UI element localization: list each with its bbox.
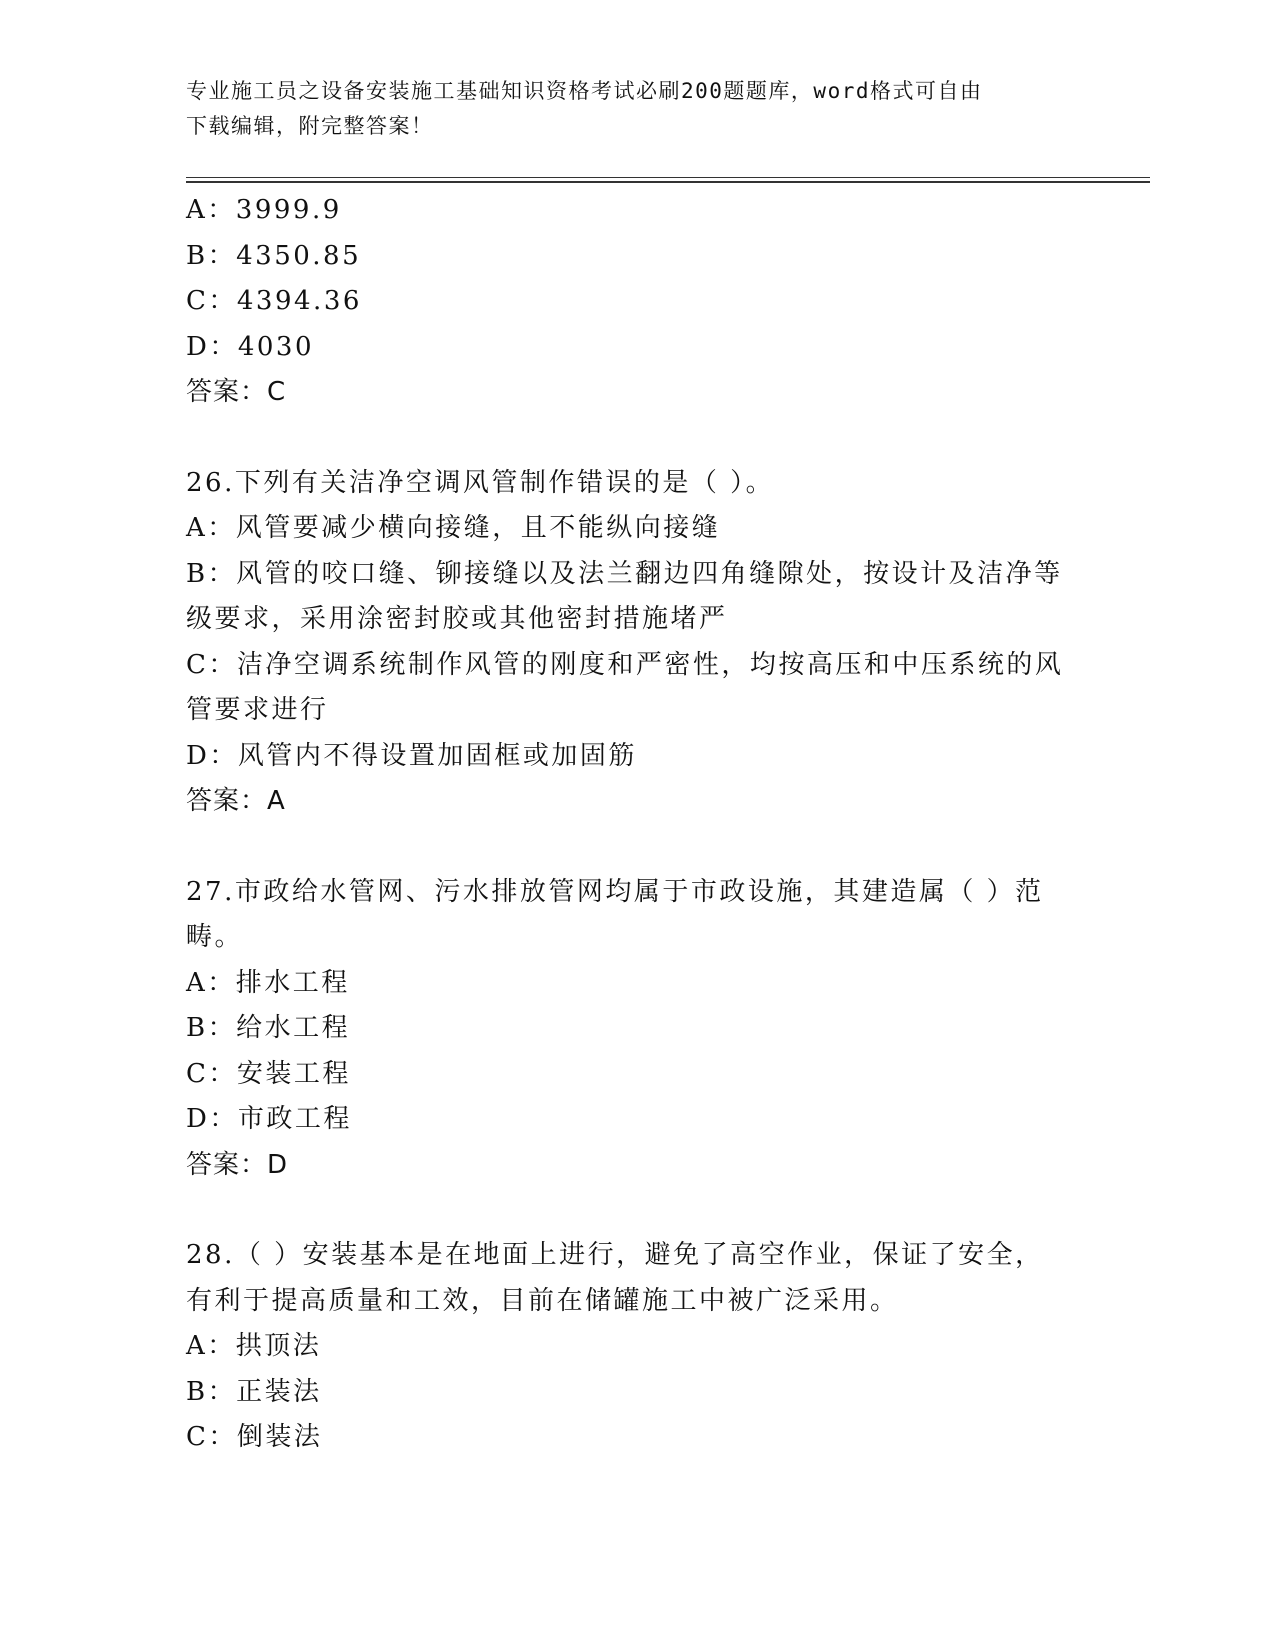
question-text: 26.下列有关洁净空调风管制作错误的是（ ）。 <box>186 467 775 498</box>
option-c: C：倒装法 <box>186 1422 323 1452</box>
question-text: 28.（ ）安装基本是在地面上进行，避免了高空作业，保证了安全，有利于提高质量和工效，目前在储罐施工中被广泛采用。 <box>186 1240 1044 1316</box>
option-b: B：给水工程 <box>186 1013 351 1043</box>
option-c: C：洁净空调系统制作风管的刚度和严密性，均按高压和中压系统的风管要求进行 <box>186 649 1064 725</box>
header-divider-thin <box>186 177 1150 178</box>
option-a: A：3999.9 <box>186 195 342 225</box>
answer: 答案：C <box>186 377 287 407</box>
option-c: C：4394.36 <box>186 286 362 316</box>
option-c: C：安装工程 <box>186 1058 351 1089</box>
option-a: A：风管要减少横向接缝，且不能纵向接缝 <box>186 513 721 543</box>
option-b: B：4350.85 <box>186 240 362 271</box>
document-body <box>186 188 1086 1461</box>
answer: 答案：D <box>186 1149 289 1180</box>
question-27 <box>186 870 1086 1189</box>
answer: 答案：A <box>186 786 286 816</box>
header-line-2: 下载编辑，附完整答案！ <box>186 114 434 138</box>
question-26 <box>186 461 1086 825</box>
question-28 <box>186 1233 1086 1461</box>
header-line-1: 专业施工员之设备安装施工基础知识资格考试必刷200题题库，word格式可自由 <box>186 79 983 103</box>
question-25-continued <box>186 188 1086 416</box>
header-divider-thick <box>186 181 1150 183</box>
option-d: D：市政工程 <box>186 1104 352 1134</box>
option-b: B：正装法 <box>186 1376 322 1407</box>
option-a: A：拱顶法 <box>186 1331 322 1361</box>
option-b: B：风管的咬口缝、铆接缝以及法兰翻边四角缝隙处，按设计及洁净等级要求，采用涂密封胶或其他密封措施堵严 <box>186 558 1063 634</box>
question-text: 27.市政给水管网、污水排放管网均属于市政设施，其建造属（ ）范畴。 <box>186 876 1044 952</box>
option-d: D：4030 <box>186 331 315 362</box>
option-a: A：排水工程 <box>186 967 350 998</box>
option-d: D：风管内不得设置加固框或加固筋 <box>186 740 637 771</box>
document-header <box>186 74 1066 144</box>
